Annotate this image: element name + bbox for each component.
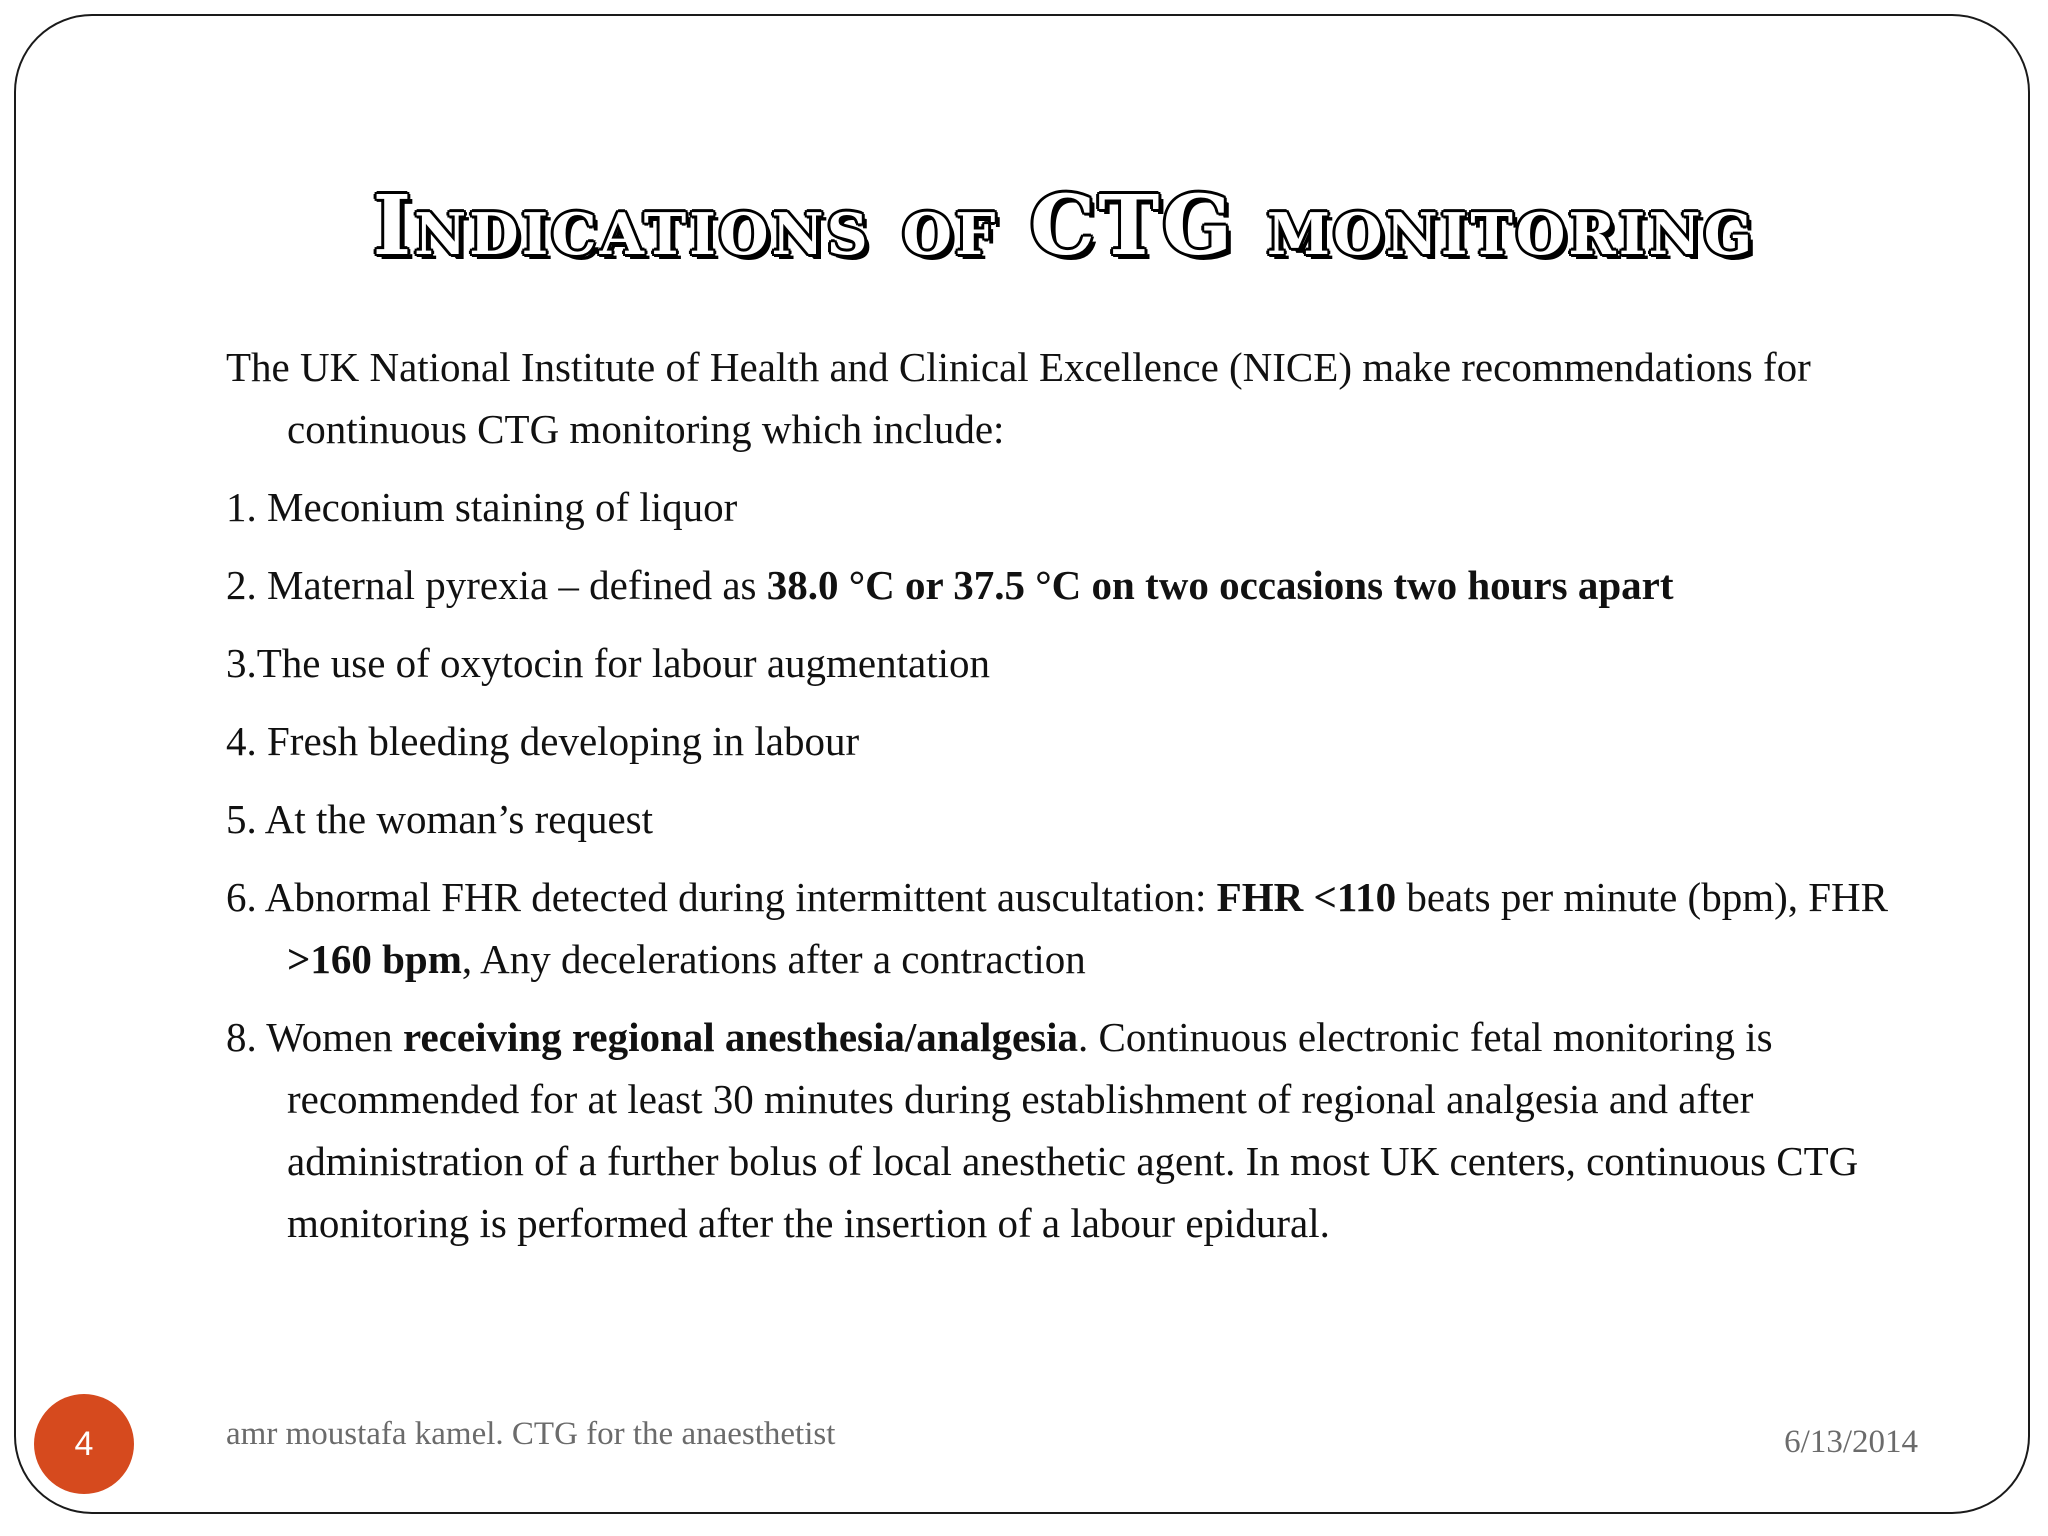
list-item-text: . Continuous electronic fetal monitoring is recommended for at least 30 minutes during establishment of regional analgesia and after administration of a further bolus of local anesthetic agent. In most UK centers, continuous CTG monitoring is performed after the insertion of a labour epidural. bbox=[287, 1014, 1859, 1246]
list-item-text: Women bbox=[266, 1014, 404, 1060]
list-item-number: 5. bbox=[226, 796, 265, 842]
list-item-number: 8. bbox=[226, 1014, 267, 1060]
list-item-bold-text: FHR <110 bbox=[1216, 874, 1397, 920]
list-item-number: 3. bbox=[226, 640, 257, 686]
list-item bbox=[226, 1006, 1946, 1254]
footer-author: amr moustafa kamel. CTG for the anaesthetist bbox=[226, 1416, 836, 1452]
list-item-text: beats per minute (bpm), FHR bbox=[1396, 874, 1888, 920]
list-item bbox=[226, 788, 1946, 850]
list-item-text: Abnormal FHR detected during intermittent auscultation: bbox=[264, 874, 1217, 920]
list-item-text: At the woman’s request bbox=[264, 796, 654, 842]
list-item-text: , Any decelerations after a contraction bbox=[461, 936, 1086, 982]
list-item bbox=[226, 866, 1946, 990]
slide-title: Indications of CTG monitoring bbox=[372, 178, 1756, 274]
page-number-badge: 4 bbox=[34, 1394, 134, 1494]
list-item-bold-text: receiving regional anesthesia/analgesia bbox=[403, 1014, 1078, 1060]
list-item-number: 4. bbox=[226, 718, 267, 764]
list-item bbox=[226, 710, 1946, 772]
list-item-number: 6. bbox=[226, 874, 265, 920]
list-item-text: Fresh bleeding developing in labour bbox=[267, 718, 860, 764]
intro-paragraph: The UK National Institute of Health and Clinical Excellence (NICE) make recommendations for continuous CTG monitoring which include: bbox=[226, 344, 1811, 452]
slide-body bbox=[226, 336, 1946, 1270]
list-item-bold-text: >160 bpm bbox=[287, 936, 462, 982]
list-item bbox=[226, 476, 1946, 538]
list-item-number: 1. bbox=[226, 484, 267, 530]
list-item-text: Meconium staining of liquor bbox=[267, 484, 738, 530]
list-item-text: Maternal pyrexia – defined as bbox=[267, 562, 767, 608]
footer-date: 6/13/2014 bbox=[1784, 1424, 1918, 1460]
list-item bbox=[226, 632, 1946, 694]
list-item-bold-text: 38.0 °C or 37.5 °C on two occasions two hours apart bbox=[766, 562, 1674, 608]
list-item bbox=[226, 554, 1946, 616]
list-item-number: 2. bbox=[226, 562, 267, 608]
list-item-text: The use of oxytocin for labour augmentation bbox=[256, 640, 990, 686]
